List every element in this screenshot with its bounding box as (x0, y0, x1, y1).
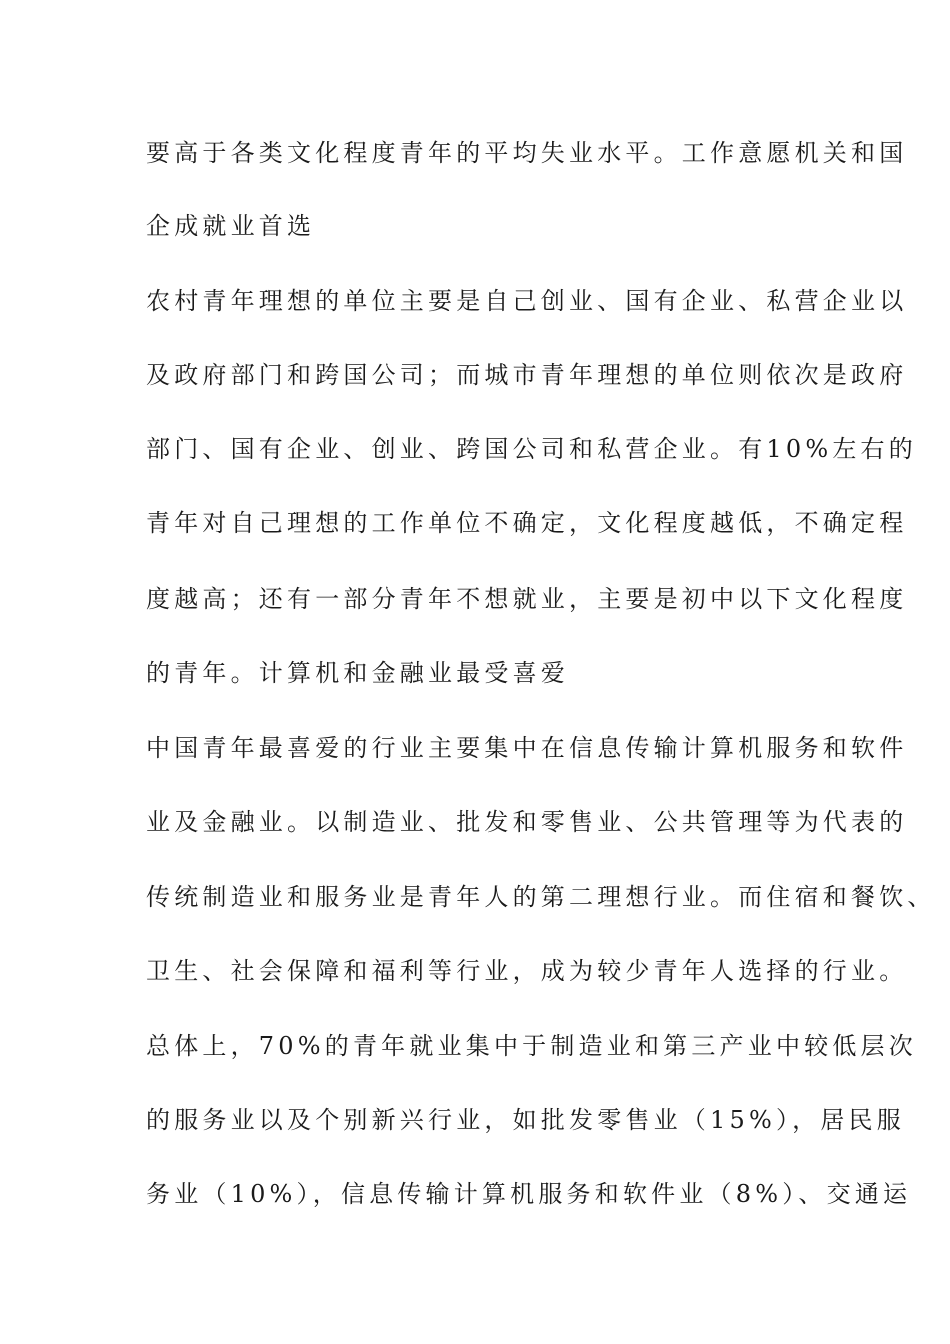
paragraph-line-14: 的服务业以及个别新兴行业，如批发零售业（15%），居民服 (146, 1106, 905, 1134)
paragraph-line-6: 青年对自己理想的工作单位不确定，文化程度越低，不确定程 (146, 509, 908, 537)
paragraph-line-2: 企成就业首选 (146, 212, 316, 240)
paragraph-line-9: 中国青年最喜爱的行业主要集中在信息传输计算机服务和软件 (146, 734, 908, 762)
paragraph-line-11: 传统制造业和服务业是青年人的第二理想行业。而住宿和餐饮、 (146, 883, 936, 911)
paragraph-line-12: 卫生、社会保障和福利等行业，成为较少青年人选择的行业。 (146, 957, 908, 985)
paragraph-line-10: 业及金融业。以制造业、批发和零售业、公共管理等为代表的 (146, 808, 908, 836)
paragraph-line-1: 要高于各类文化程度青年的平均失业水平。工作意愿机关和国 (146, 139, 908, 167)
paragraph-line-15: 务业（10%），信息传输计算机服务和软件业（8%）、交通运 (146, 1180, 912, 1208)
paragraph-line-5: 部门、国有企业、创业、跨国公司和私营企业。有10%左右的 (146, 435, 917, 463)
paragraph-line-4: 及政府部门和跨国公司；而城市青年理想的单位则依次是政府 (146, 361, 908, 389)
paragraph-line-7: 度越高；还有一部分青年不想就业，主要是初中以下文化程度 (146, 585, 908, 613)
paragraph-line-8: 的青年。计算机和金融业最受喜爱 (146, 659, 569, 687)
paragraph-line-3: 农村青年理想的单位主要是自己创业、国有企业、私营企业以 (146, 287, 908, 315)
paragraph-line-13: 总体上，70%的青年就业集中于制造业和第三产业中较低层次 (146, 1032, 917, 1060)
